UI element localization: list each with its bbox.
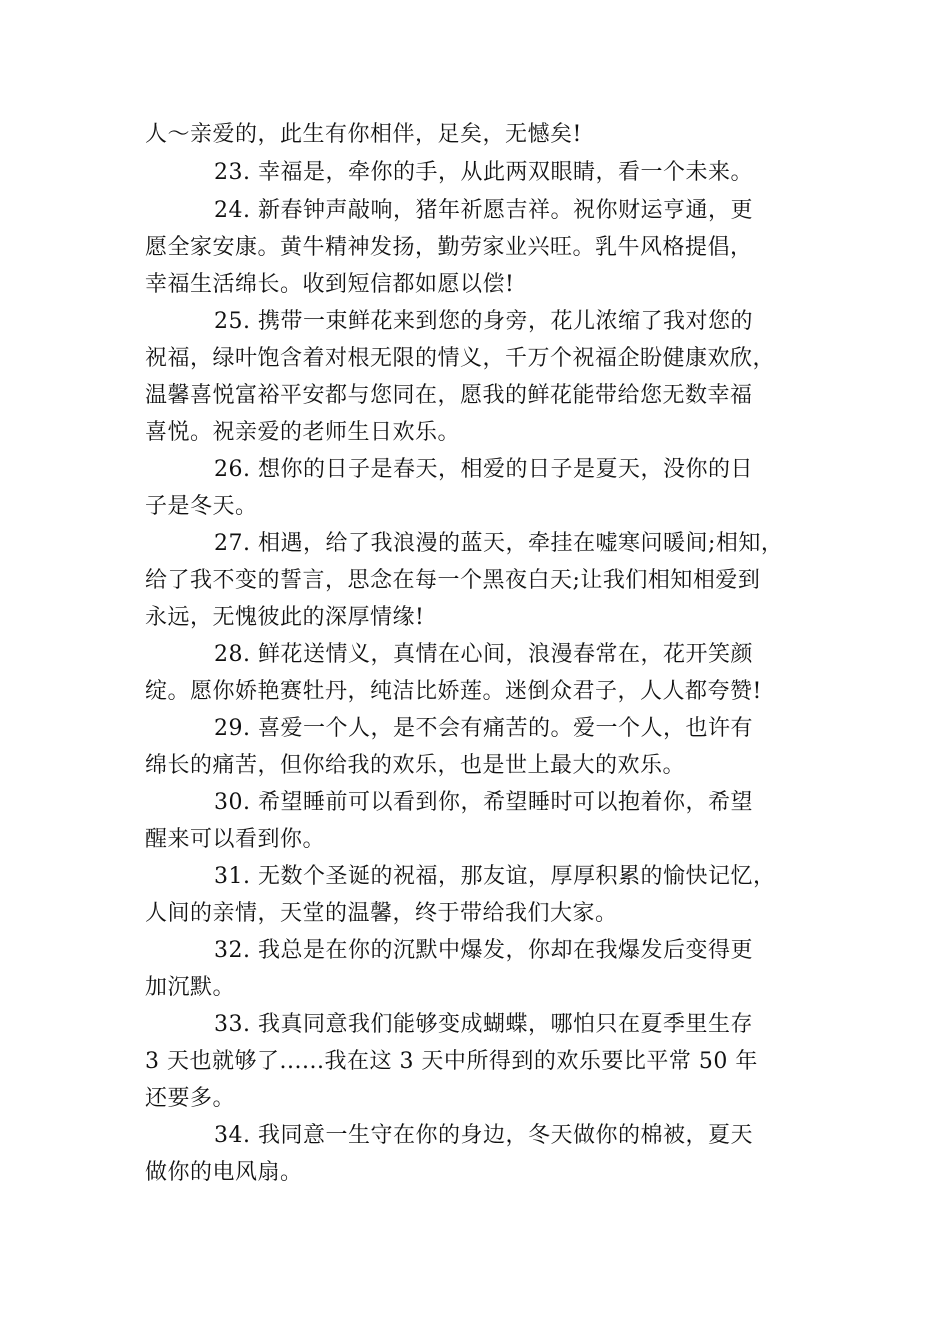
paragraph-line: 人间的亲情，天堂的温馨，终于带给我们大家。 — [145, 901, 618, 926]
paragraph-line: 还要多。 — [145, 1086, 236, 1111]
paragraph-line: 给了我不变的誓言，思念在每一个黑夜白天;让我们相知相爱到 — [145, 568, 761, 593]
paragraph-line: 31. 无数个圣诞的祝福，那友谊，厚厚积累的愉快记忆， — [214, 864, 776, 889]
paragraph-line: 27. 相遇，给了我浪漫的蓝天，牵挂在嘘寒问暖间;相知， — [214, 531, 784, 556]
paragraph-line: 23. 幸福是，牵你的手，从此两双眼睛，看一个未来。 — [214, 160, 753, 185]
paragraph-line: 34. 我同意一生守在你的身边，冬天做你的棉被，夏天 — [214, 1123, 753, 1148]
paragraph-line: 绵长的痛苦，但你给我的欢乐，也是世上最大的欢乐。 — [145, 753, 686, 778]
paragraph-line: 醒来可以看到你。 — [145, 827, 326, 852]
paragraph-line: 29. 喜爱一个人，是不会有痛苦的。爱一个人，也许有 — [214, 716, 753, 741]
paragraph-line: 绽。愿你娇艳赛牡丹，纯洁比娇莲。迷倒众君子，人人都夸赞! — [145, 679, 762, 704]
paragraph-line: 3 天也就够了......我在这 3 天中所得到的欢乐要比平常 50 年 — [145, 1049, 758, 1074]
paragraph-line: 30. 希望睡前可以看到你，希望睡时可以抱着你，希望 — [214, 790, 753, 815]
paragraph-line: 28. 鲜花送情义，真情在心间，浪漫春常在，花开笑颜 — [214, 642, 753, 667]
paragraph-line: 加沉默。 — [145, 975, 236, 1000]
paragraph-line: 33. 我真同意我们能够变成蝴蝶，哪怕只在夏季里生存 — [214, 1012, 753, 1037]
paragraph-line: 喜悦。祝亲爱的老师生日欢乐。 — [145, 420, 461, 445]
paragraph-line: 永远，无愧彼此的深厚情缘! — [145, 605, 425, 630]
paragraph-line: 人～亲爱的，此生有你相伴，足矣，无憾矣! — [145, 122, 582, 147]
paragraph-line: 24. 新春钟声敲响，猪年祈愿吉祥。祝你财运亨通，更 — [214, 198, 753, 223]
paragraph-line: 温馨喜悦富裕平安都与您同在，愿我的鲜花能带给您无数幸福 — [145, 383, 753, 408]
paragraph-line: 幸福生活绵长。收到短信都如愿以偿! — [145, 272, 515, 297]
paragraph-line: 25. 携带一束鲜花来到您的身旁，花儿浓缩了我对您的 — [214, 309, 753, 334]
paragraph-line: 子是冬天。 — [145, 494, 258, 519]
paragraph-line: 愿全家安康。黄牛精神发扬，勤劳家业兴旺。乳牛风格提倡， — [145, 235, 753, 260]
paragraph-line: 祝福，绿叶饱含着对根无限的情义，千万个祝福企盼健康欢欣， — [145, 346, 776, 371]
paragraph-line: 做你的电风扇。 — [145, 1160, 303, 1185]
paragraph-line: 32. 我总是在你的沉默中爆发，你却在我爆发后变得更 — [214, 938, 753, 963]
paragraph-line: 26. 想你的日子是春天，相爱的日子是夏天，没你的日 — [214, 457, 753, 482]
